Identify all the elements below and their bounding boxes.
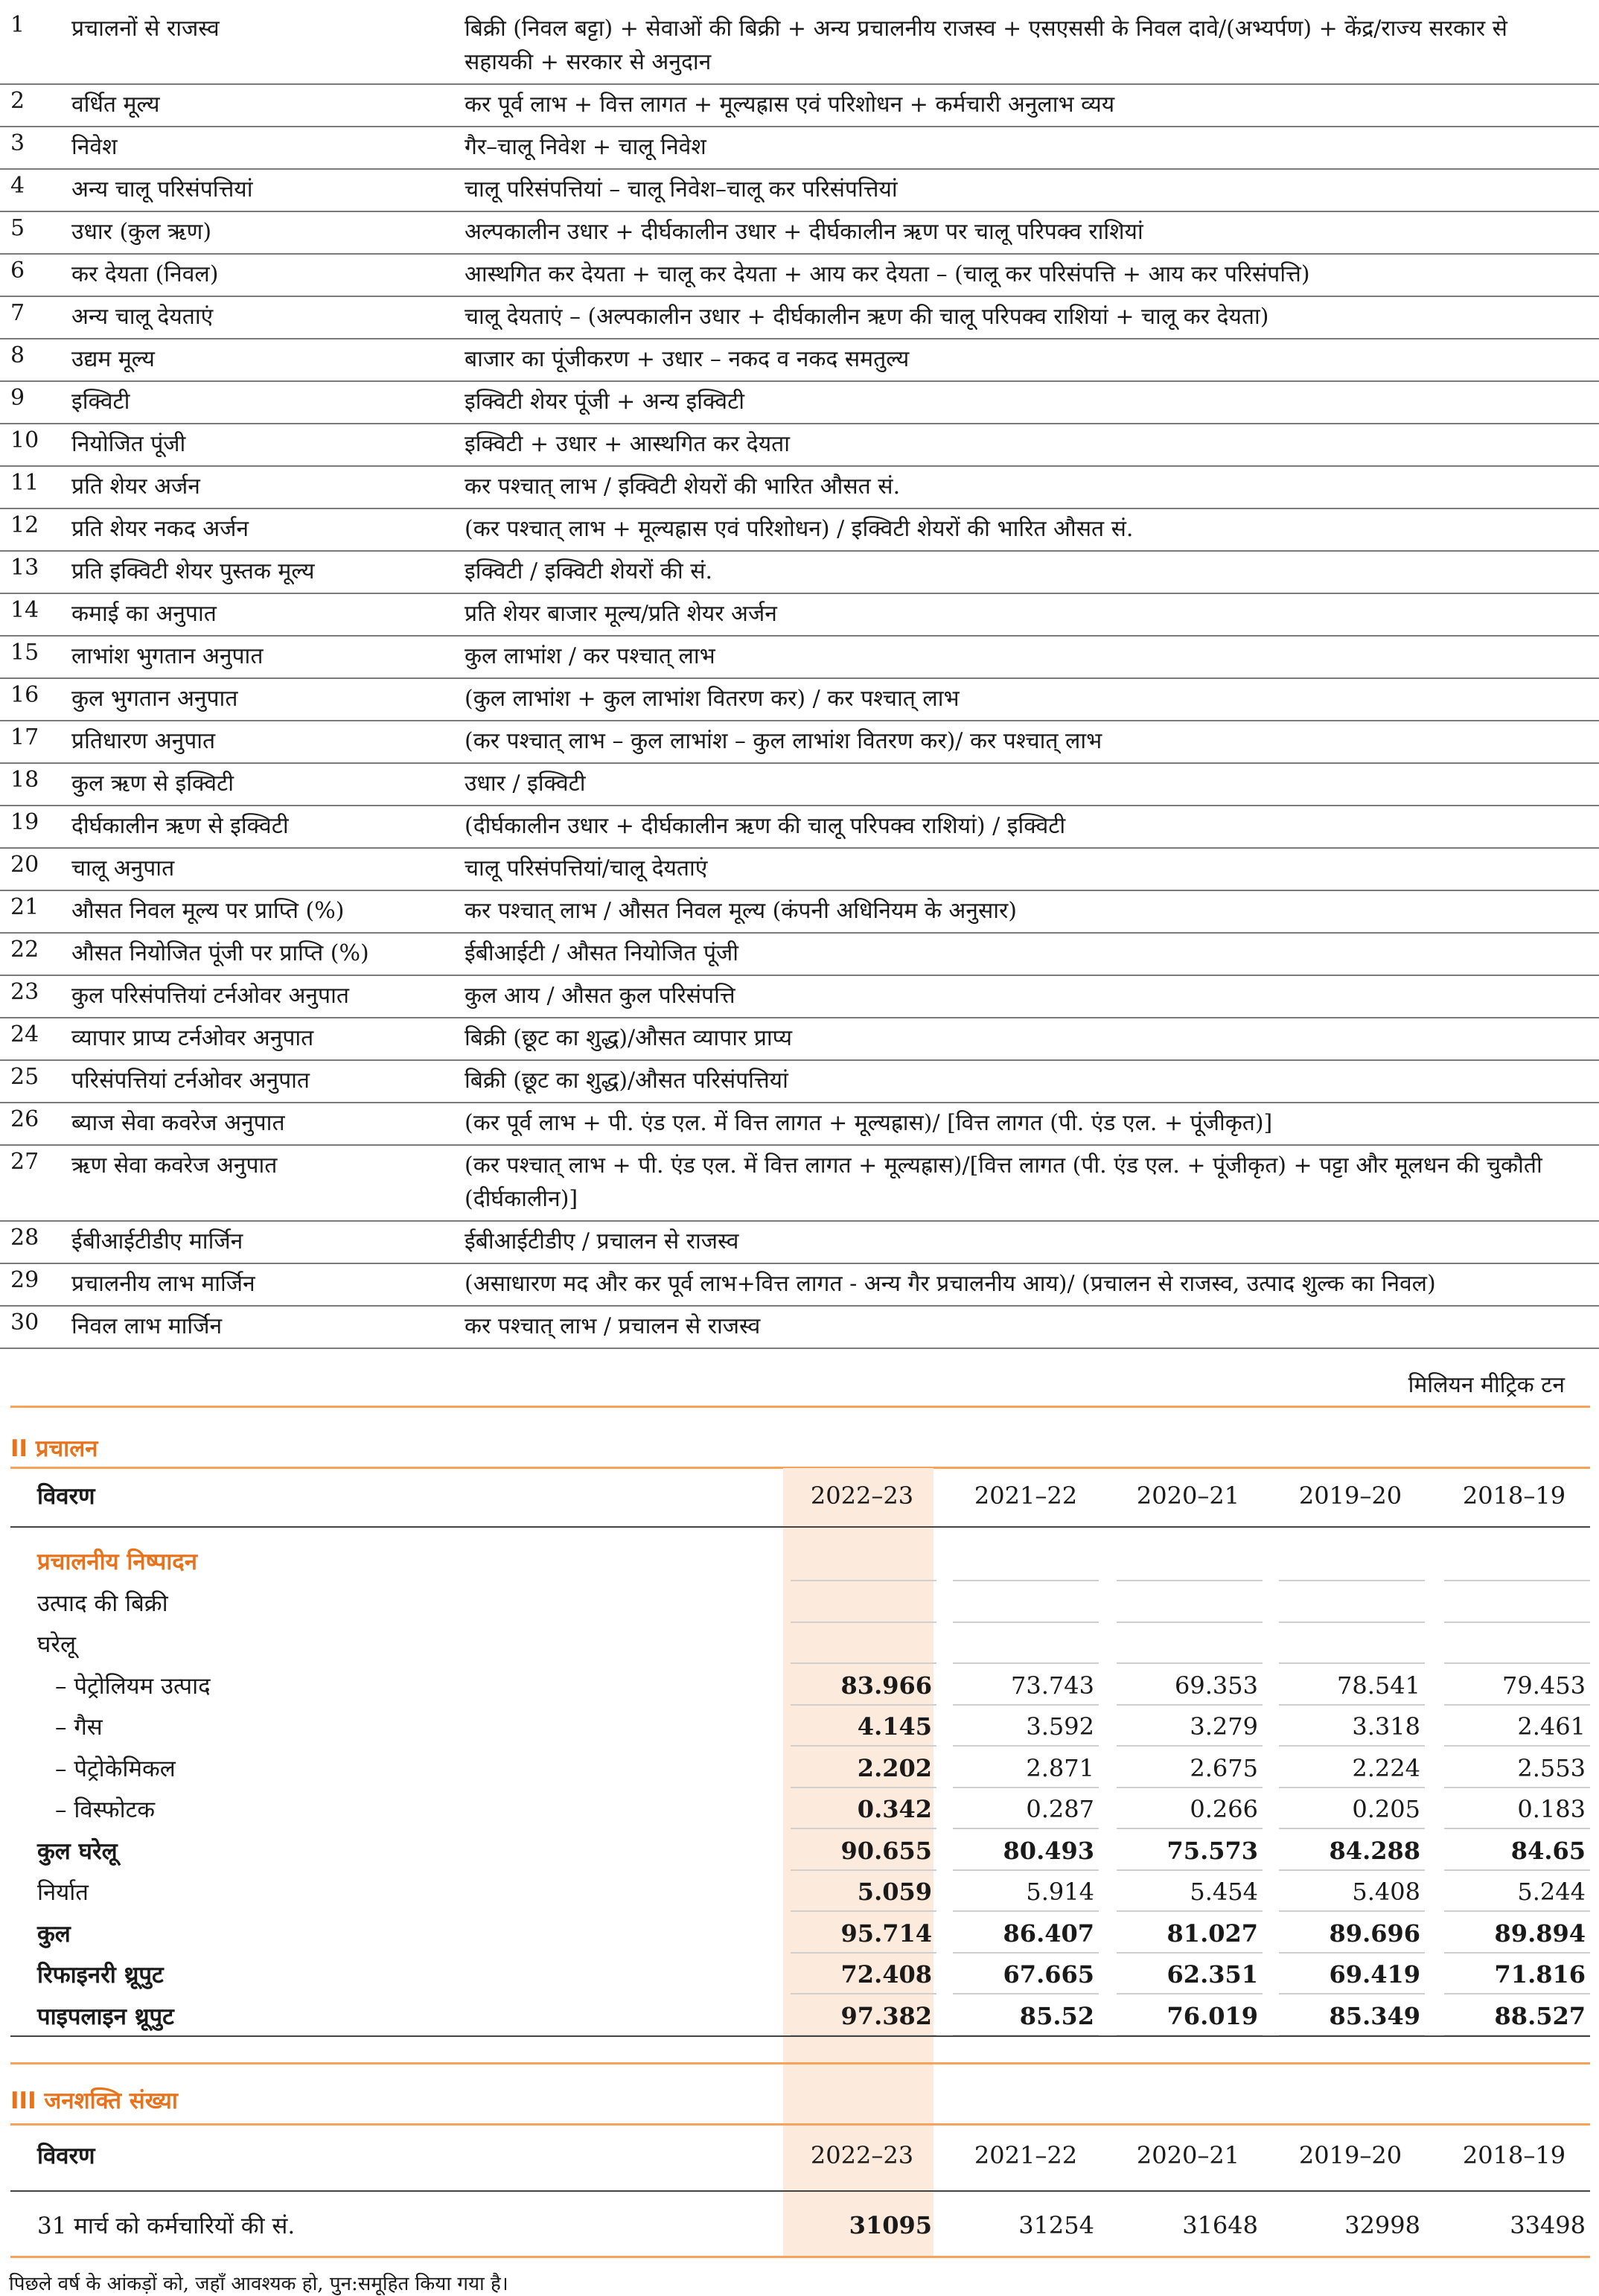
row-label: – पेट्रोलियम उत्पाद bbox=[55, 1672, 211, 1700]
column-header-year: 2018–19 bbox=[1462, 2141, 1566, 2169]
ratio-number: 20 bbox=[10, 852, 39, 878]
ratio-name: चालू अनुपात bbox=[71, 855, 175, 881]
ratio-row bbox=[0, 679, 1599, 721]
cell-value: 2.675 bbox=[1190, 1753, 1258, 1782]
ratio-name: कुल भुगतान अनुपात bbox=[71, 686, 238, 712]
ratio-name: प्रति शेयर अर्जन bbox=[71, 473, 200, 500]
ratio-row bbox=[0, 1103, 1599, 1146]
cell-value: 80.493 bbox=[1003, 1836, 1094, 1865]
ratio-row bbox=[0, 1307, 1599, 1349]
row-label: कुल घरेलू bbox=[37, 1837, 118, 1865]
row-label: उत्पाद की बिक्री bbox=[37, 1589, 168, 1617]
cell-separator bbox=[791, 1952, 936, 1954]
cell-separator bbox=[791, 1662, 936, 1664]
ratio-row bbox=[0, 467, 1599, 509]
ratio-number: 7 bbox=[10, 300, 25, 326]
cell-value: 95.714 bbox=[840, 1919, 932, 1948]
ratio-name: लाभांश भुगतान अनुपात bbox=[71, 643, 264, 669]
column-header-year: 2020–21 bbox=[1136, 2141, 1240, 2169]
ratio-name: व्यापार प्राप्य टर्नओवर अनुपात bbox=[71, 1025, 314, 1051]
ratio-name: वर्धित मूल्य bbox=[71, 92, 160, 118]
cell-separator bbox=[1117, 1787, 1263, 1788]
ratio-formula: कुल आय / औसत कुल परिसंपत्ति bbox=[465, 983, 735, 1009]
ratio-number: 28 bbox=[10, 1225, 39, 1251]
ratio-row bbox=[0, 594, 1599, 637]
ratio-name: ऋण सेवा कवरेज अनुपात bbox=[71, 1152, 278, 1179]
cell-value: 89.696 bbox=[1329, 1919, 1420, 1948]
ratio-name: प्रचालनों से राजस्व bbox=[71, 16, 220, 42]
cell-separator bbox=[1117, 1621, 1263, 1623]
cell-value: 2.224 bbox=[1352, 1753, 1420, 1782]
ratio-name: उद्यम मूल्य bbox=[71, 346, 155, 372]
cell-separator bbox=[1117, 1704, 1263, 1706]
ratio-number: 9 bbox=[10, 385, 25, 411]
cell-value: 88.527 bbox=[1494, 2001, 1586, 2030]
ratio-formula: उधार / इक्विटी bbox=[465, 771, 586, 797]
row-label: निर्यात bbox=[37, 1879, 89, 1906]
cell-value: 2.553 bbox=[1517, 1753, 1586, 1782]
table-row bbox=[10, 1706, 1590, 1747]
ratio-name: ब्याज सेवा कवरेज अनुपात bbox=[71, 1110, 285, 1136]
ratio-name: प्रतिधारण अनुपात bbox=[71, 728, 216, 754]
column-header-year: 2019–20 bbox=[1298, 2141, 1402, 2169]
cell-value: 75.573 bbox=[1166, 1836, 1258, 1865]
row-label: घरेलू bbox=[37, 1631, 77, 1658]
ratio-number: 11 bbox=[10, 470, 39, 496]
cell-separator bbox=[1279, 1580, 1425, 1581]
table-row bbox=[10, 1872, 1590, 1912]
ratio-formula: कर पश्चात् लाभ / इक्विटी शेयरों की भारित औसत सं. bbox=[465, 473, 901, 500]
cell-value: 5.244 bbox=[1517, 1878, 1586, 1906]
ratio-row bbox=[0, 1061, 1599, 1103]
ratio-formula: गैर–चालू निवेश + चालू निवेश bbox=[465, 134, 706, 160]
operations-section-title: II प्रचालन bbox=[10, 1435, 98, 1462]
ratio-number: 19 bbox=[10, 809, 39, 835]
column-header-year: 2022–23 bbox=[810, 2141, 914, 2169]
cell-separator bbox=[953, 1662, 1099, 1664]
cell-separator bbox=[1279, 1993, 1425, 1994]
ratio-row bbox=[0, 764, 1599, 806]
cell-separator bbox=[953, 1621, 1099, 1623]
table-bottom-rule bbox=[10, 2256, 1590, 2258]
ratio-number: 2 bbox=[10, 88, 25, 114]
ratio-number: 6 bbox=[10, 258, 25, 284]
cell-value: 0.205 bbox=[1352, 1795, 1420, 1823]
cell-value: 32998 bbox=[1344, 2211, 1420, 2239]
cell-separator bbox=[1117, 1828, 1263, 1829]
ratio-number: 17 bbox=[10, 724, 39, 750]
cell-separator bbox=[1279, 1662, 1425, 1664]
ratio-formula: बिक्री (निवल बट्टा) + सेवाओं की बिक्री + अन्य प्रचालनीय राजस्व + एसएससी के निवल दावे/(अभ्यर्पण) + केंद्र/राज्य सरकार से सहायकी + सरकार से अनुदान bbox=[465, 16, 1507, 75]
ratio-name: निवल लाभ मार्जिन bbox=[71, 1313, 223, 1339]
ratio-name: निवेश bbox=[71, 134, 118, 160]
ratio-row bbox=[0, 1018, 1599, 1061]
cell-value: 78.541 bbox=[1337, 1671, 1420, 1700]
ratio-row bbox=[0, 976, 1599, 1018]
ratio-row bbox=[0, 1222, 1599, 1264]
ratio-number: 26 bbox=[10, 1106, 39, 1132]
ratio-name: इक्विटी bbox=[71, 389, 130, 415]
cell-separator bbox=[1444, 1869, 1590, 1871]
cell-value: 2.461 bbox=[1517, 1712, 1586, 1741]
table-row bbox=[10, 1831, 1590, 1871]
cell-separator bbox=[1444, 1621, 1590, 1623]
column-header-year: 2021–22 bbox=[974, 2141, 1078, 2169]
ratio-row bbox=[0, 255, 1599, 297]
cell-separator bbox=[1117, 1662, 1263, 1664]
ratio-name: दीर्घकालीन ऋण से इक्विटी bbox=[71, 813, 289, 839]
cell-value: 79.453 bbox=[1502, 1671, 1586, 1700]
ratio-number: 3 bbox=[10, 130, 25, 156]
ratio-row bbox=[0, 891, 1599, 934]
row-label: प्रचालनीय निष्पादन bbox=[37, 1549, 197, 1575]
ratio-formula: बिक्री (छूट का शुद्ध)/औसत व्यापार प्राप्य bbox=[465, 1025, 793, 1051]
ratio-formula: इक्विटी / इक्विटी शेयरों की सं. bbox=[465, 558, 713, 584]
ratio-row bbox=[0, 934, 1599, 976]
ratio-name: नियोजित पूंजी bbox=[71, 431, 186, 457]
table-row bbox=[10, 1789, 1590, 1829]
cell-separator bbox=[1279, 1787, 1425, 1788]
ratio-number: 12 bbox=[10, 512, 39, 538]
cell-separator bbox=[953, 1952, 1099, 1954]
ratio-row bbox=[0, 637, 1599, 679]
column-header-year: 2020–21 bbox=[1136, 1482, 1240, 1510]
cell-value: 3.318 bbox=[1352, 1712, 1420, 1741]
cell-separator bbox=[791, 1910, 936, 1912]
cell-value: 5.059 bbox=[857, 1878, 932, 1906]
ratio-formula: (कुल लाभांश + कुल लाभांश वितरण कर) / कर पश्चात् लाभ bbox=[465, 686, 960, 712]
ratio-formula: इक्विटी + उधार + आस्थगित कर देयता bbox=[465, 431, 791, 457]
section-divider bbox=[10, 2123, 1590, 2126]
ratio-row bbox=[0, 339, 1599, 382]
ratio-formula: प्रति शेयर बाजार मूल्य/प्रति शेयर अर्जन bbox=[465, 601, 777, 627]
ratio-name: उधार (कुल ऋण) bbox=[71, 219, 212, 245]
cell-value: 3.279 bbox=[1190, 1712, 1258, 1741]
row-label: रिफाइनरी थ्रूपुट bbox=[37, 1962, 164, 1989]
cell-separator bbox=[1279, 1745, 1425, 1747]
row-label: 31 मार्च को कर्मचारियों की सं. bbox=[37, 2213, 296, 2239]
cell-value: 5.408 bbox=[1352, 1878, 1420, 1906]
cell-value: 84.288 bbox=[1329, 1836, 1420, 1865]
cell-separator bbox=[953, 1993, 1099, 1994]
ratio-formula: चालू परिसंपत्तियां/चालू देयताएं bbox=[465, 855, 708, 881]
ratio-formula: ईबीआईटीडीए / प्रचालन से राजस्व bbox=[465, 1228, 739, 1254]
ratio-number: 24 bbox=[10, 1021, 39, 1047]
ratio-number: 4 bbox=[10, 173, 25, 199]
ratio-number: 30 bbox=[10, 1310, 39, 1336]
ratio-name: कुल परिसंपत्तियां टर्नओवर अनुपात bbox=[71, 983, 349, 1009]
cell-value: 97.382 bbox=[840, 2001, 932, 2030]
row-label: कुल bbox=[37, 1920, 71, 1948]
cell-value: 71.816 bbox=[1494, 1960, 1586, 1989]
ratio-formula: कर पूर्व लाभ + वित्त लागत + मूल्यह्रास एवं परिशोधन + कर्मचारी अनुलाभ व्यय bbox=[465, 92, 1115, 118]
cell-separator bbox=[791, 1745, 936, 1747]
cell-separator bbox=[1117, 1745, 1263, 1747]
cell-value: 0.287 bbox=[1026, 1795, 1094, 1823]
section-divider bbox=[10, 1406, 1590, 1408]
ratio-name: औसत निवल मूल्य पर प्राप्ति (%) bbox=[71, 898, 345, 924]
row-label: – विस्फोटक bbox=[55, 1796, 156, 1823]
ratio-formula: (कर पूर्व लाभ + पी. एंड एल. में वित्त लागत + मूल्यह्रास)/ [वित्त लागत (पी. एंड एल. + पूंजीकृत)] bbox=[465, 1110, 1273, 1136]
cell-separator bbox=[1444, 1910, 1590, 1912]
row-label: – गैस bbox=[55, 1714, 103, 1741]
ratio-formula: चालू देयताएं – (अल्पकालीन उधार + दीर्घकालीन ऋण की चालू परिपक्व राशियां + चालू कर देयता) bbox=[465, 304, 1269, 330]
ratio-number: 15 bbox=[10, 640, 39, 666]
cell-value: 5.914 bbox=[1026, 1878, 1094, 1906]
cell-separator bbox=[1279, 1704, 1425, 1706]
ratio-formula: (कर पश्चात् लाभ + पी. एंड एल. में वित्त लागत + मूल्यह्रास)/[वित्त लागत (पी. एंड एल. + पूंजीकृत) + पट्टा और मूलधन की चुकौती (दीर्घकालीन)] bbox=[465, 1152, 1542, 1212]
cell-value: 31648 bbox=[1182, 2211, 1258, 2239]
cell-value: 76.019 bbox=[1166, 2001, 1258, 2030]
cell-value: 3.592 bbox=[1026, 1712, 1094, 1741]
cell-value: 85.52 bbox=[1019, 2001, 1094, 2030]
cell-value: 69.419 bbox=[1329, 1960, 1420, 1989]
ratio-name: प्रति इक्विटी शेयर पुस्तक मूल्य bbox=[71, 558, 315, 584]
manpower-table-header bbox=[10, 2131, 1590, 2184]
cell-value: 85.349 bbox=[1329, 2001, 1420, 2030]
ratio-formula: आस्थगित कर देयता + चालू कर देयता + आय कर देयता – (चालू कर परिसंपत्ति + आय कर परिसंपत्ति) bbox=[465, 261, 1310, 287]
table-bottom-rule bbox=[10, 2035, 1590, 2037]
ratio-row bbox=[0, 1264, 1599, 1307]
cell-separator bbox=[1117, 1993, 1263, 1994]
cell-value: 90.655 bbox=[840, 1836, 932, 1865]
cell-value: 31254 bbox=[1018, 2211, 1094, 2239]
ratio-name: कुल ऋण से इक्विटी bbox=[71, 771, 234, 797]
ratio-name: परिसंपत्तियां टर्नओवर अनुपात bbox=[71, 1068, 310, 1094]
column-header-year: 2018–19 bbox=[1462, 1482, 1566, 1510]
cell-value: 0.183 bbox=[1517, 1795, 1586, 1823]
column-header-label: विवरण bbox=[37, 2143, 95, 2169]
ratio-formula: (कर पश्चात् लाभ – कुल लाभांश – कुल लाभांश वितरण कर)/ कर पश्चात् लाभ bbox=[465, 728, 1102, 754]
ratio-number: 23 bbox=[10, 979, 39, 1005]
ratio-number: 21 bbox=[10, 894, 39, 920]
ratio-number: 5 bbox=[10, 215, 25, 241]
ratio-number: 14 bbox=[10, 597, 39, 623]
ratio-formula: कुल लाभांश / कर पश्चात् लाभ bbox=[465, 643, 715, 669]
ratio-number: 8 bbox=[10, 342, 25, 369]
ratio-name: औसत नियोजित पूंजी पर प्राप्ति (%) bbox=[71, 940, 369, 966]
row-label: – पेट्रोकेमिकल bbox=[55, 1755, 176, 1782]
ratio-formula: अल्पकालीन उधार + दीर्घकालीन उधार + दीर्घकालीन ऋण पर चालू परिपक्व राशियां bbox=[465, 219, 1143, 245]
ratio-formula: (दीर्घकालीन उधार + दीर्घकालीन ऋण की चालू परिपक्व राशियां) / इक्विटी bbox=[465, 813, 1066, 839]
cell-value: 33498 bbox=[1510, 2211, 1586, 2239]
ratio-formula: कर पश्चात् लाभ / प्रचालन से राजस्व bbox=[465, 1313, 761, 1339]
ratio-row bbox=[0, 9, 1599, 85]
operations-table-header bbox=[10, 1471, 1590, 1525]
ratio-number: 13 bbox=[10, 555, 39, 581]
ratio-name: अन्य चालू देयताएं bbox=[71, 304, 214, 330]
table-row bbox=[10, 1996, 1590, 2036]
cell-value: 31095 bbox=[849, 2211, 932, 2239]
cell-separator bbox=[953, 1869, 1099, 1871]
cell-separator bbox=[791, 1580, 936, 1581]
table-row bbox=[10, 1583, 1590, 1623]
row-label: पाइपलाइन थ्रूपुट bbox=[37, 2003, 174, 2030]
ratio-row bbox=[0, 552, 1599, 594]
ratio-row bbox=[0, 1146, 1599, 1222]
ratio-definitions-table bbox=[0, 9, 1599, 1349]
cell-value: 83.966 bbox=[840, 1671, 932, 1700]
cell-separator bbox=[1279, 1621, 1425, 1623]
ratio-number: 16 bbox=[10, 682, 39, 708]
table-row bbox=[10, 1748, 1590, 1788]
ratio-formula: ईबीआईटी / औसत नियोजित पूंजी bbox=[465, 940, 739, 966]
cell-separator bbox=[1444, 1580, 1590, 1581]
ratio-number: 22 bbox=[10, 937, 39, 963]
cell-separator bbox=[1279, 1828, 1425, 1829]
ratio-row bbox=[0, 212, 1599, 255]
cell-separator bbox=[953, 1910, 1099, 1912]
ratio-formula: इक्विटी शेयर पूंजी + अन्य इक्विटी bbox=[465, 389, 744, 415]
cell-separator bbox=[1279, 1910, 1425, 1912]
cell-separator bbox=[1444, 1828, 1590, 1829]
ratio-row bbox=[0, 721, 1599, 764]
cell-separator bbox=[791, 1869, 936, 1871]
cell-value: 67.665 bbox=[1003, 1960, 1094, 1989]
cell-separator bbox=[953, 1580, 1099, 1581]
table-row bbox=[10, 1913, 1590, 1954]
cell-value: 81.027 bbox=[1166, 1919, 1258, 1948]
cell-separator bbox=[1279, 1952, 1425, 1954]
ratio-formula: बाजार का पूंजीकरण + उधार – नकद व नकद समतुल्य bbox=[465, 346, 910, 372]
cell-separator bbox=[1444, 1662, 1590, 1664]
cell-separator bbox=[953, 1704, 1099, 1706]
cell-value: 62.351 bbox=[1166, 1960, 1258, 1989]
ratio-row bbox=[0, 509, 1599, 552]
ratio-row bbox=[0, 382, 1599, 424]
cell-separator bbox=[953, 1828, 1099, 1829]
cell-value: 2.202 bbox=[857, 1753, 932, 1782]
cell-separator bbox=[953, 1745, 1099, 1747]
ratio-row bbox=[0, 85, 1599, 127]
ratio-name: कमाई का अनुपात bbox=[71, 601, 217, 627]
ratio-row bbox=[0, 170, 1599, 212]
cell-separator bbox=[1117, 1869, 1263, 1871]
table-row bbox=[10, 1665, 1590, 1706]
table-row bbox=[10, 1541, 1590, 1581]
table-row bbox=[10, 1624, 1590, 1664]
manpower-section-title: III जनशक्ति संख्या bbox=[10, 2088, 178, 2114]
ratio-row bbox=[0, 806, 1599, 849]
cell-separator bbox=[791, 1993, 936, 1994]
footnote: पिछले वर्ष के आंकड़ों को, जहाँ आवश्यक हो, पुन:समूहित किया गया है। bbox=[9, 2273, 508, 2295]
section-divider bbox=[10, 2062, 1590, 2064]
cell-value: 5.454 bbox=[1190, 1878, 1258, 1906]
column-header-year: 2022–23 bbox=[810, 1482, 914, 1510]
ratio-name: प्रचालनीय लाभ मार्जिन bbox=[71, 1271, 255, 1297]
cell-value: 0.342 bbox=[857, 1795, 932, 1823]
cell-separator bbox=[1444, 1993, 1590, 1994]
ratio-row bbox=[0, 297, 1599, 339]
ratio-number: 29 bbox=[10, 1267, 39, 1293]
cell-separator bbox=[791, 1704, 936, 1706]
header-rule bbox=[10, 2190, 1590, 2192]
ratio-formula: बिक्री (छूट का शुद्ध)/औसत परिसंपत्तियां bbox=[465, 1068, 788, 1094]
cell-separator bbox=[1117, 1580, 1263, 1581]
cell-separator bbox=[1117, 1910, 1263, 1912]
table-row bbox=[10, 1954, 1590, 1994]
cell-separator bbox=[1444, 1952, 1590, 1954]
column-header-label: विवरण bbox=[37, 1483, 95, 1510]
cell-separator bbox=[953, 1787, 1099, 1788]
ratio-number: 10 bbox=[10, 427, 39, 453]
ratio-name: कर देयता (निवल) bbox=[71, 261, 219, 287]
column-header-year: 2021–22 bbox=[974, 1482, 1078, 1510]
cell-value: 86.407 bbox=[1003, 1919, 1094, 1948]
ratio-name: प्रति शेयर नकद अर्जन bbox=[71, 516, 249, 542]
ratio-formula: चालू परिसंपत्तियां – चालू निवेश–चालू कर परिसंपत्तियां bbox=[465, 176, 898, 203]
cell-separator bbox=[1279, 1869, 1425, 1871]
ratio-formula: (कर पश्चात् लाभ + मूल्यह्रास एवं परिशोधन) / इक्विटी शेयरों की भारित औसत सं. bbox=[465, 516, 1134, 542]
cell-separator bbox=[1444, 1704, 1590, 1706]
cell-value: 72.408 bbox=[840, 1960, 932, 1989]
cell-value: 89.894 bbox=[1494, 1919, 1586, 1948]
ratio-number: 18 bbox=[10, 767, 39, 793]
cell-value: 69.353 bbox=[1175, 1671, 1258, 1700]
ratio-name: अन्य चालू परिसंपत्तियां bbox=[71, 176, 253, 203]
cell-separator bbox=[1117, 1952, 1263, 1954]
ratio-row bbox=[0, 127, 1599, 170]
ratio-formula: कर पश्चात् लाभ / औसत निवल मूल्य (कंपनी अधिनियम के अनुसार) bbox=[465, 898, 1017, 924]
cell-separator bbox=[791, 1621, 936, 1623]
ratio-row bbox=[0, 849, 1599, 891]
cell-separator bbox=[791, 1828, 936, 1829]
cell-separator bbox=[791, 1787, 936, 1788]
ratio-row bbox=[0, 424, 1599, 467]
unit-note: मिलियन मीट्रिक टन bbox=[1408, 1372, 1565, 1398]
cell-separator bbox=[1444, 1745, 1590, 1747]
table-row bbox=[10, 2202, 1590, 2247]
cell-value: 2.871 bbox=[1026, 1753, 1094, 1782]
ratio-number: 25 bbox=[10, 1064, 39, 1090]
header-rule bbox=[10, 1526, 1590, 1528]
ratio-name: ईबीआईटीडीए मार्जिन bbox=[71, 1228, 243, 1254]
ratio-number: 27 bbox=[10, 1149, 39, 1175]
cell-value: 4.145 bbox=[857, 1712, 932, 1741]
cell-value: 73.743 bbox=[1011, 1671, 1094, 1700]
column-header-year: 2019–20 bbox=[1298, 1482, 1402, 1510]
cell-value: 0.266 bbox=[1190, 1795, 1258, 1823]
ratio-formula: (असाधारण मद और कर पूर्व लाभ+वित्त लागत - अन्य गैर प्रचालनीय आय)/ (प्रचालन से राजस्व, उत्पाद शुल्क का निवल) bbox=[465, 1271, 1436, 1297]
cell-value: 84.65 bbox=[1510, 1836, 1586, 1865]
ratio-number: 1 bbox=[10, 12, 25, 38]
cell-separator bbox=[1444, 1787, 1590, 1788]
